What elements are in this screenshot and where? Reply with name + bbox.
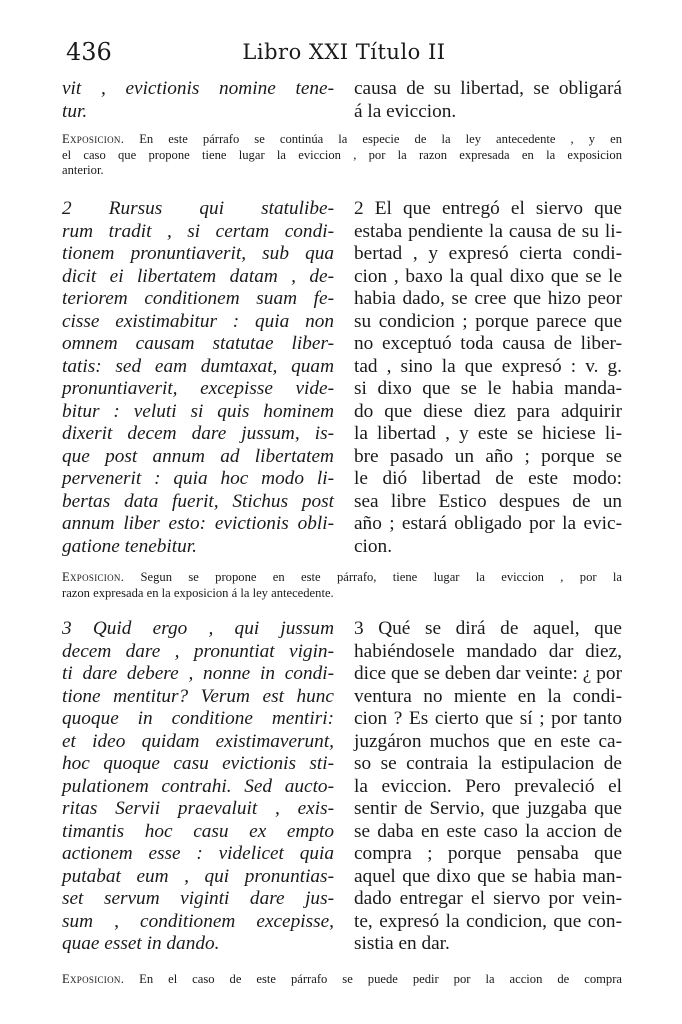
latin-column [62,618,334,956]
text-line: dicit ei libertatem datam , de- [62,265,334,287]
exposicion-note [62,972,622,988]
text-line: dado entregar el siervo por vein- [354,888,622,909]
text-line: bre pasado un año ; porque se [354,445,622,467]
text-line: En este párrafo se continúa la especie de la ley antecedente , y en [139,132,622,146]
text-line: año ; estará obligado por la evic- [354,513,622,534]
text-line: estaba pendiente la causa de su li- [354,220,622,242]
text-line: decem dare , pronuntiat vigin- [62,640,334,662]
text-line: so se contraia la estipulacion de [354,753,622,774]
text-line: bertas data fuerit, Stichus post [62,490,334,512]
text-line: 3 Quid ergo , qui jussum [62,618,334,639]
text-line: te, expresó la condicion, que con- [354,910,622,932]
text-line: Segun se propone en este párrafo, tiene lugar la eviccion , por la [140,570,622,584]
text-line: 2 Rursus qui statulibe- [62,198,334,219]
text-line: habiéndosele mandado dar diez, [354,640,622,662]
text-line: bertad , y expresó cierta condi- [354,243,622,264]
text-line: putabat eum , qui pronuntias- [62,865,334,887]
text-line: vit , evictionis nomine tene- [62,78,334,99]
page-header [64,38,624,68]
text-line: gatione tenebitur. [62,535,197,557]
latin-column [62,78,334,123]
running-title: Libro XXI Título II [242,40,446,64]
text-line: si dixo que se le habia manda- [354,378,622,399]
exposicion-label: Exposicion. [62,972,125,986]
text-line: quae esset in dando. [62,933,220,954]
text-line: En el caso de este párrafo se puede pedir por la accion de compra [139,972,622,986]
latin-column [62,198,334,558]
text-line: se daba en este caso la accion de [354,820,622,842]
text-line: la eviccion. Pero prevaleció el [354,775,622,797]
text-line: timantis hoc casu ex empto [62,820,334,842]
text-line: dice que se deben dar veinte: ¿ por [354,663,622,684]
text-line: sea libre Estico despues de un [354,490,622,512]
text-line: ti dare debere , nonne in condi- [62,663,334,684]
text-line: et ideo quidam existimaverunt, [62,730,334,752]
text-line: 3 Qué se dirá de aquel, que [354,618,622,639]
text-line: dixerit decem dare jussum, is- [62,423,334,444]
exposicion-note [62,132,622,179]
text-line: sentir de Servio, que juzgaba que [354,798,622,819]
text-line: tur. [62,100,88,122]
text-line: bitur : veluti si quis hominem [62,400,334,422]
text-line: quoque in conditione mentiri: [62,708,334,729]
text-line: 2 El que entregó el siervo que [354,198,622,219]
text-line: cion , baxo la qual dixo que se le [354,265,622,287]
text-line: annum liber esto: evictionis obli- [62,513,334,534]
text-line: el caso que propone tiene lugar la eviccion , por la razon expresada en la exposicion [62,147,622,162]
text-line: actionem esse : videlicet quia [62,843,334,864]
text-line: sum , conditionem excepisse, [62,910,334,932]
text-line: tionem pronuntiaverit, sub qua [62,243,334,264]
text-line: le dió libertad de este modo: [354,468,622,489]
text-line: set servum viginti dare jus- [62,888,334,909]
text-line: tatis: sed eam dumtaxat, quam [62,355,334,377]
exposicion-note [62,570,622,601]
text-line: rum tradit , si certam condi- [62,220,334,242]
text-line: cion. [354,535,393,557]
spanish-column [354,618,622,956]
text-line: pervenerit : quia hoc modo li- [62,468,334,489]
text-line: ritas Servii praevaluit , exis- [62,798,334,819]
text-line: habia dado, se cree que hizo peor [354,288,622,309]
text-line: su condicion ; porque parece que [354,310,622,332]
text-line: no exceptuó toda causa de liber- [354,333,622,354]
text-line: pulationem contrahi. Sed aucto- [62,775,334,797]
text-line: do que diese diez para adquirir [354,400,622,422]
text-line: aquel que dixo que se habia man- [354,865,622,887]
text-line: ventura no miente en la condi- [354,685,622,707]
text-line: que post annum ad libertatem [62,445,334,467]
text-line: omnem causam statutae liber- [62,333,334,354]
text-line: anterior. [62,163,104,177]
page-number: 436 [66,38,112,66]
text-line: cisse existimabitur : quia non [62,310,334,332]
text-line: teriorem conditionem suam fe- [62,288,334,309]
text-line: á la eviccion. [354,100,457,122]
text-line: hoc quoque casu evictionis sti- [62,753,334,774]
text-line: cion ? Es cierto que sí ; por tanto [354,708,622,729]
exposicion-label: Exposicion. [62,132,125,146]
spanish-column [354,198,622,558]
text-line: tione mentitur? Verum est hunc [62,685,334,707]
text-line: tad , sino la que expresó : v. g. [354,355,622,377]
text-line: pronuntiaverit, excepisse vide- [62,378,334,399]
text-line: razon expresada en la exposicion á la ley antecedente. [62,585,334,600]
text-line: la libertad , y este se hiciese li- [354,423,622,444]
text-line: sistia en dar. [354,933,450,954]
exposicion-label: Exposicion. [62,570,125,584]
text-line: compra ; porque pensaba que [354,843,622,864]
spanish-column [354,78,622,123]
text-line: juzgáron muchos que en este ca- [354,730,622,752]
text-line: causa de su libertad, se obligará [354,78,622,99]
